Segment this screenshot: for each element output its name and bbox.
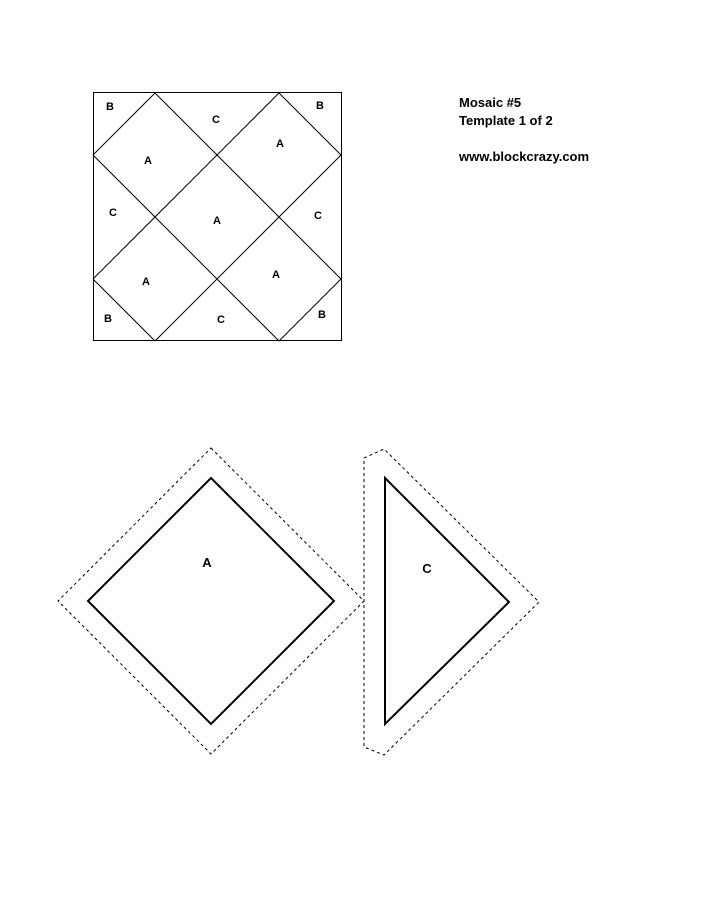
label-c-top: C xyxy=(212,114,220,126)
label-a-lower-left: A xyxy=(142,276,150,288)
template-a-label: A xyxy=(202,555,212,570)
label-b-top-left: B xyxy=(106,101,114,113)
template-number: Template 1 of 2 xyxy=(459,113,553,128)
label-a-upper-left: A xyxy=(144,155,152,167)
block-title: Mosaic #5 xyxy=(459,95,522,110)
block-seam xyxy=(155,155,341,341)
label-a-upper-right: A xyxy=(276,138,284,150)
block-labels xyxy=(104,100,326,326)
template-c-label: C xyxy=(422,561,432,576)
template-c xyxy=(364,449,539,755)
block-seam xyxy=(93,155,279,341)
template-a xyxy=(58,448,364,754)
cutting-line-outline xyxy=(385,478,509,724)
label-a-lower-right: A xyxy=(272,269,280,281)
block-seam xyxy=(93,93,279,279)
label-b-bottom-right: B xyxy=(318,309,326,321)
label-b-bottom-left: B xyxy=(104,313,112,325)
block-seam xyxy=(93,93,155,155)
block-seam xyxy=(279,93,341,155)
label-c-left: C xyxy=(109,207,117,219)
label-b-top-right: B xyxy=(316,100,324,112)
label-c-bottom: C xyxy=(217,314,225,326)
label-c-right: C xyxy=(314,210,322,222)
cutting-line-outline xyxy=(88,478,334,724)
seam-allowance-outline xyxy=(58,448,364,754)
block-seam xyxy=(93,279,155,341)
block-seam xyxy=(155,93,341,279)
website-link: www.blockcrazy.com xyxy=(459,149,590,164)
block-seam xyxy=(279,279,341,341)
label-a-center: A xyxy=(213,215,221,227)
seam-allowance-outline xyxy=(364,449,539,755)
